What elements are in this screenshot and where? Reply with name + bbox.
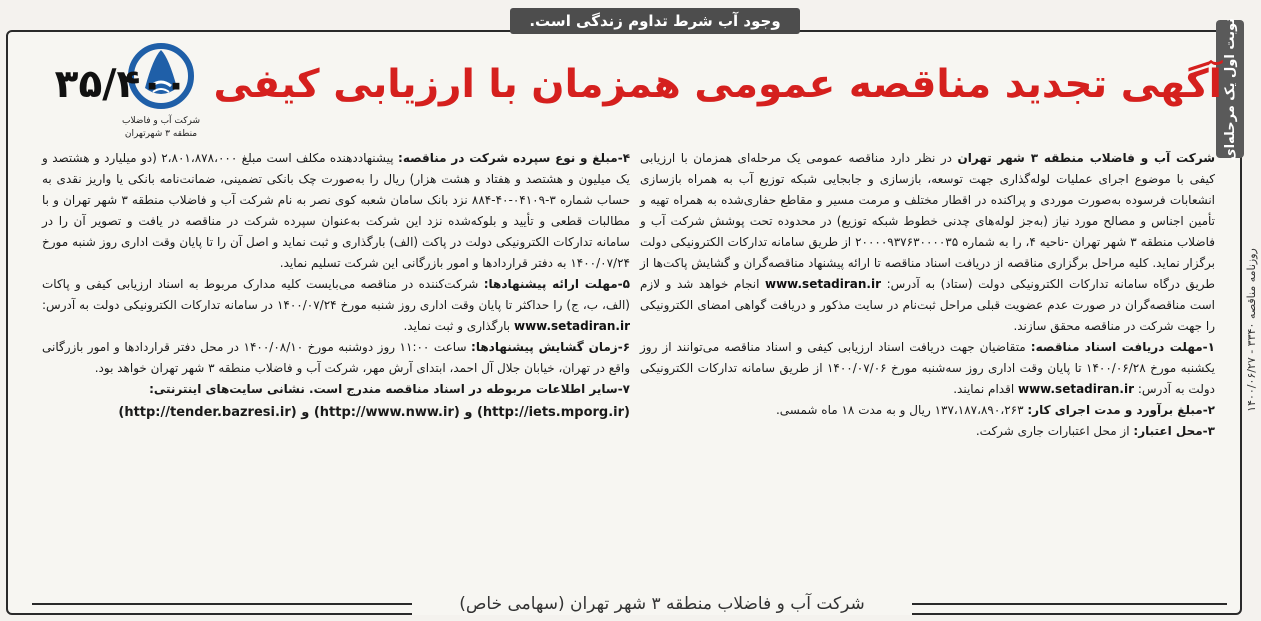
section-4 [42,148,630,274]
section-6 [42,337,630,379]
intro-paragraph [640,148,1215,337]
footer [32,593,1227,615]
section-6-heading: ۶-زمان گشایش پیشنهادها: [471,340,631,354]
logo-line-2: منطقه ۳ شهرتهران [124,129,198,139]
section-5 [42,274,630,337]
section-1-end: اقدام نمایند. [953,382,1015,396]
section-5-heading: ۵-مهلت ارائه پیشنهادها: [483,277,630,291]
setad-link-3[interactable]: www.setadiran.ir [513,319,630,333]
section-2 [640,400,1215,421]
section-1 [640,337,1215,400]
section-7 [42,379,630,400]
intro-text: در نظر دارد مناقصه عمومی یک مرحله‌ای همزمان با ارزیابی کیفی با موضوع اجرای عملیات لوله‌گذاری جهت توسعه، بازسازی و جابجایی شبکه توزیع آب به همراه بازسازی انشعابات فرسوده به‌صورت موردی و پراکنده در اقطار مختلف و مرمت مسیر و مقاطع حفاری‌شده به همراه تهیه و تأمین اجناس و مصالح مورد نیاز (به‌جز لوله‌های چدنی خطوط شبکه توزیع) در محدوده تحت پوشش شرکت آب و فاضلاب منطقه ۳ شهر تهران -ناحیه ۴، را به شماره ۲۰۰۰۰۹۳۷۶۳۰۰۰۰۳۵ از طریق سامانه تدارکات الکترونیکی دولت برگزار نماید. کلیه مراحل برگزاری مناقصه از دریافت اسناد مناقصه تا ارائه پیشنهاد مناقصه‌گران و گشایش پاکت‌ها از طریق درگاه سامانه تدارکات الکترونیکی دولت (ستاد) به آدرس: [640,151,1215,291]
section-1-heading: ۱-مهلت دریافت اسناد مناقصه: [1030,340,1215,354]
section-3-text: از محل اعتبارات جاری شرکت. [975,424,1130,438]
side-text: روزنامه مناقصه ۳۳۴۰ - ۱۴۰۰/۰۶/۲۷ [1245,248,1258,412]
website-links[interactable]: (http://iets.mporg.ir) و (http://www.nww.ir) و (http://tender.bazresi.ir) [118,405,630,420]
badge-text: نوبت اول یک مرحله‌ای [1223,18,1238,161]
section-5-end: بارگذاری و ثبت نماید. [403,319,511,333]
section-6-text: ساعت ۱۱:۰۰ روز دوشنبه مورخ ۱۴۰۰/۰۸/۱۰ در محل دفتر قراردادها و امور بازرگانی واقع در تهران، خیابان جلال آل احمد، ابتدای آرش مهر، شرکت آب و فاضلاب منطقه ۳ شهر تهران خواهد بود. [42,340,630,375]
intro-company: شرکت آب و فاضلاب منطقه ۳ شهر تهران [957,151,1215,165]
section-3-heading: ۳-محل اعتبار: [1133,424,1215,438]
section-7-heading: ۷-سایر اطلاعات مربوطه در اسناد مناقصه مندرج است. نشانی سایت‌های اینترنتی: [149,382,630,396]
section-4-text: پیشنهاددهنده مکلف است مبلغ ۲،۸۰۱،۸۷۸،۰۰۰ (دو میلیارد و هشتصد و یک میلیون و هشتصد و هفتاد و هشت هزار) ریال را به‌صورت چک بانکی تضمینی، ضمانت‌نامه بانکی یا واریز نقدی به حساب شماره ۳-۰۴۱۰۹-۴۰-۸۸۴ نزد بانک سامان شعبه کوی نصر به نام شرکت آب و فاضلاب منطقه ۳ شهر تهران و با مطالبات قطعی و تأیید و بلوکه‌شده نزد این شرکت به‌عنوان سپرده شرکت در مناقصه در یافت و تصویر آن را در سامانه تدارکات الکترونیکی دولت در پاکت (الف) بارگذاری و ثبت نماید و اصل آن را تا پایان وقت اداری روز شنبه مورخ ۱۴۰۰/۰۷/۲۴ به دفتر قراردادها و امور بازرگانی این شرکت تسلیم نماید. [42,151,630,270]
title-text: آگهی تجدید مناقصه عمومی همزمان با ارزیابی کیفی [213,62,1222,107]
section-4-heading: ۴-مبلغ و نوع سپرده شرکت در مناقصه: [398,151,631,165]
setad-link-1[interactable]: www.setadiran.ir [765,277,882,291]
right-column [640,148,1215,442]
section-2-heading: ۲-مبلغ برآورد و مدت اجرای کار: [1027,403,1215,417]
setad-link-2[interactable]: www.setadiran.ir [1018,382,1135,396]
slogan-banner: وجود آب شرط تداوم زندگی است. [510,8,800,34]
section-5-text: شرکت‌کننده در مناقصه می‌بایست کلیه مدارک مربوط به اسناد ارزیابی کیفی و پاکات (الف، ب، ج) را حداکثر تا پایان وقت اداری روز شنبه مورخ ۱۴۰۰/۰۷/۲۴ در سامانه تدارکات الکترونیکی دولت به آدرس: [42,277,630,312]
tender-number: ۳۵/۴۰۰ [54,62,188,107]
footer-company-name: شرکت آب و فاضلاب منطقه ۳ شهر تهران (سهامی خاص) [412,593,912,615]
section-3 [640,421,1215,442]
section-1-text: متقاضیان جهت دریافت اسناد ارزیابی کیفی و اسناد مناقصه می‌توانند از روز یکشنبه مورخ ۱۴۰۰/۰۶/۲۸ تا پایان وقت اداری روز سه‌شنبه مورخ ۱۴۰۰/۰۷/۰۶ از طریق سامانه تدارکات الکترونیکی دولت به آدرس: [640,340,1215,396]
section-2-text: ۱۳۷،۱۸۷،۸۹۰،۲۶۳ ریال و به مدت ۱۸ ماه شمسی. [775,403,1024,417]
logo-line-1: شرکت آب و فاضلاب [121,116,201,126]
left-column [42,148,630,423]
intro-text-2: انجام خواهد شد و لازم است مناقصه‌گران در صورت عدم عضویت قبلی مراحل ثبت‌نام در سایت مذکور و دریافت گواهی امضای الکترونیکی را جهت شرکت در مناقصه محقق سازند. [640,277,1215,333]
side-newspaper-info [1243,60,1261,600]
